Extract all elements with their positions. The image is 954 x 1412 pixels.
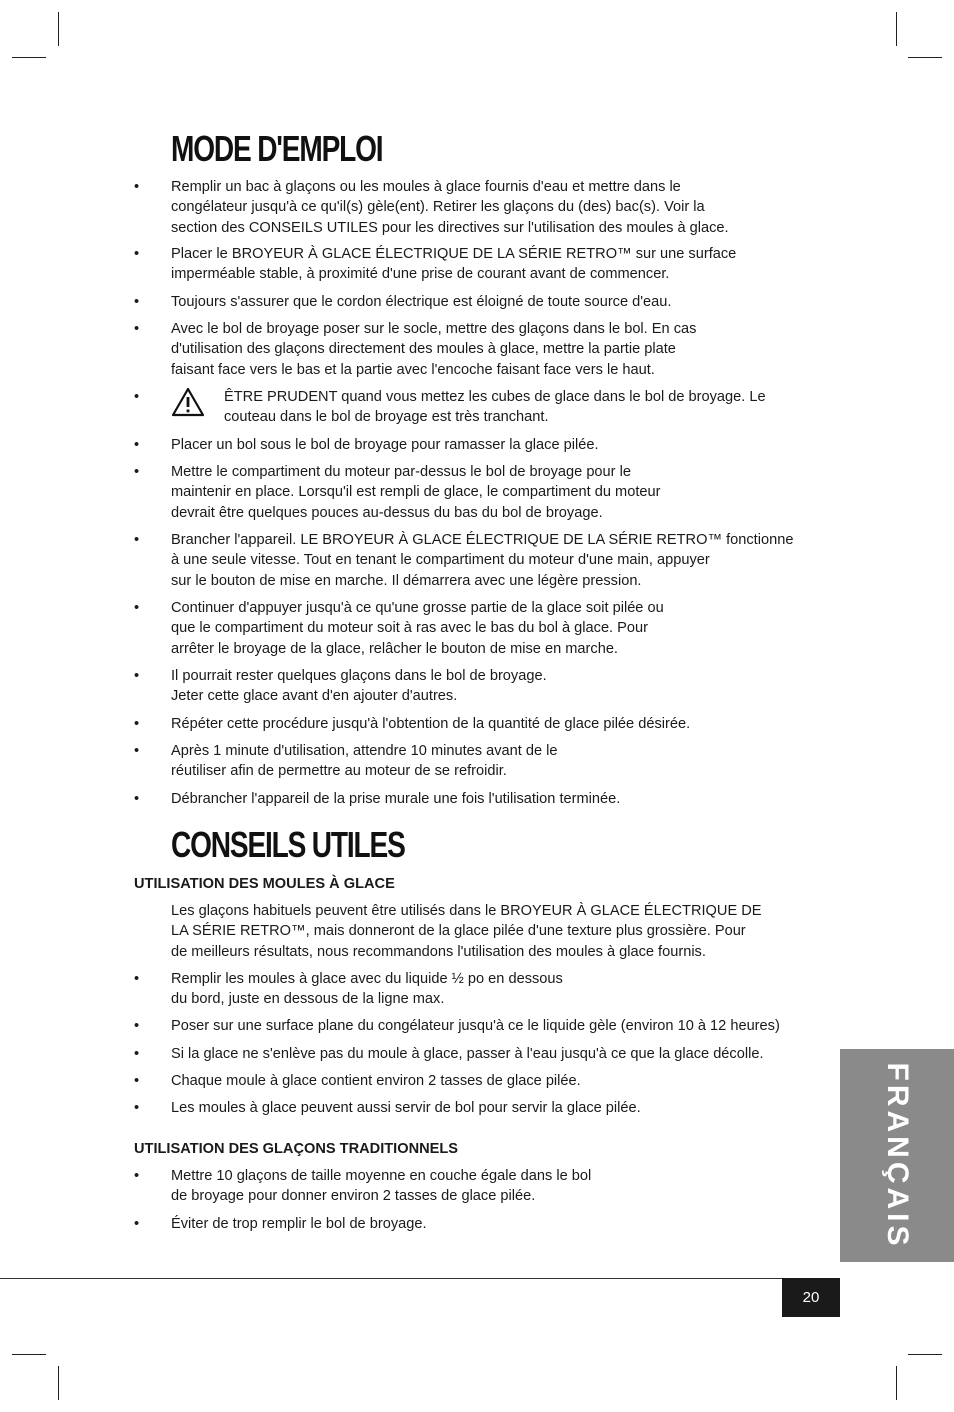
bullet: •	[134, 179, 140, 195]
bullet: •	[134, 600, 140, 616]
crop-mark	[896, 12, 897, 46]
list-item-text: Poser sur une surface plane du congélateur jusqu'à ce le liquide gèle (environ 10 à 12 heures)	[171, 1018, 780, 1034]
bullet: •	[134, 1168, 140, 1184]
subheading-glacons: UTILISATION DES GLAÇONS TRADITIONNELS	[134, 1141, 459, 1157]
crop-mark	[58, 1366, 59, 1400]
crop-mark	[12, 57, 46, 58]
list-item-text: Placer un bol sous le bol de broyage pour ramasser la glace pilée.	[171, 437, 599, 453]
list-item-text: sur le bouton de mise en marche. Il démarrera avec une légère pression.	[171, 572, 642, 589]
list-item-text: ÊTRE PRUDENT quand vous mettez les cubes de glace dans le bol de broyage. Le	[224, 389, 766, 405]
bullet: •	[134, 971, 140, 987]
list-item-text: faisant face vers le bas et la partie avec l'encoche faisant face vers le haut.	[171, 361, 655, 378]
list-item-text: Les moules à glace peuvent aussi servir de bol pour servir la glace pilée.	[171, 1100, 641, 1116]
list-item-text: réutiliser afin de permettre au moteur de se refroidir.	[171, 763, 507, 780]
paragraph-line: Les glaçons habituels peuvent être utilisés dans le BROYEUR À GLACE ÉLECTRIQUE DE	[171, 903, 762, 919]
bullet: •	[134, 743, 140, 759]
list-item-text: arrêter le broyage de la glace, relâcher le bouton de mise en marche.	[171, 640, 618, 657]
bullet: •	[134, 246, 140, 262]
list-item-text: Avec le bol de broyage poser sur le socle, mettre des glaçons dans le bol. En cas	[171, 321, 697, 337]
crop-mark	[58, 12, 59, 46]
bullet: •	[134, 294, 140, 310]
list-item-text: d'utilisation des glaçons directement des moules à glace, mettre la partie plate	[171, 341, 676, 358]
bullet: •	[134, 321, 140, 337]
list-item-text: Jeter cette glace avant d'en ajouter d'autres.	[171, 688, 458, 705]
section-title-mode-emploi: MODE D'EMPLOI	[171, 128, 383, 169]
list-item-text: Remplir les moules à glace avec du liquide ½ po en dessous	[171, 971, 563, 987]
list-item-text: congélateur jusqu'à ce qu'il(s) gèle(ent). Retirer les glaçons du (des) bac(s). Voir la	[171, 199, 705, 216]
bullet: •	[134, 464, 140, 480]
list-item-text: que le compartiment du moteur soit à ras avec le bas du bol à glace. Pour	[171, 620, 648, 637]
list-item-text: Si la glace ne s'enlève pas du moule à glace, passer à l'eau jusqu'à ce que la glace décolle.	[171, 1046, 764, 1062]
bullet: •	[134, 1046, 140, 1062]
list-item-text: Il pourrait rester quelques glaçons dans le bol de broyage.	[171, 668, 547, 684]
list-item-text: section des CONSEILS UTILES pour les directives sur l'utilisation des moules à glace.	[171, 219, 729, 236]
bullet: •	[134, 532, 140, 548]
list-item-text: maintenir en place. Lorsqu'il est rempli de glace, le compartiment du moteur	[171, 484, 661, 501]
list-item-text: Éviter de trop remplir le bol de broyage.	[171, 1216, 427, 1232]
bullet: •	[134, 437, 140, 453]
bullet: •	[134, 1073, 140, 1089]
language-tab-label: FRANÇAIS	[881, 1062, 914, 1249]
bullet: •	[134, 668, 140, 684]
list-item-text: du bord, juste en dessous de la ligne max.	[171, 991, 445, 1008]
intro-paragraph	[171, 901, 762, 962]
crop-mark	[12, 1354, 46, 1355]
crop-mark	[908, 57, 942, 58]
bullet: •	[134, 389, 140, 405]
language-tab	[840, 1049, 954, 1262]
list-item-text: à une seule vitesse. Tout en tenant le compartiment du moteur d'une main, appuyer	[171, 552, 710, 569]
list-item-text: devrait être quelques pouces au-dessus du bas du bol de broyage.	[171, 504, 603, 521]
list-item-text: imperméable stable, à proximité d'une prise de courant avant de commencer.	[171, 266, 670, 283]
list-item-text: Brancher l'appareil. LE BROYEUR À GLACE ÉLECTRIQUE DE LA SÉRIE RETRO™ fonctionne	[171, 532, 794, 548]
section-title-conseils-utiles: CONSEILS UTILES	[171, 824, 405, 865]
list-item-text: de broyage pour donner environ 2 tasses de glace pilée.	[171, 1188, 536, 1205]
bullet: •	[134, 791, 140, 807]
list-item-text: couteau dans le bol de broyage est très tranchant.	[224, 409, 549, 426]
list-item-text: Remplir un bac à glaçons ou les moules à glace fournis d'eau et mettre dans le	[171, 179, 681, 195]
list-item-text: Placer le BROYEUR À GLACE ÉLECTRIQUE DE LA SÉRIE RETRO™ sur une surface	[171, 246, 737, 262]
crop-mark	[908, 1354, 942, 1355]
list-item-text: Continuer d'appuyer jusqu'à ce qu'une grosse partie de la glace soit pilée ou	[171, 600, 664, 616]
list-item-text: Débrancher l'appareil de la prise murale une fois l'utilisation terminée.	[171, 791, 621, 807]
list-item-text: Répéter cette procédure jusqu'à l'obtention de la quantité de glace pilée désirée.	[171, 716, 691, 732]
page-number: 20	[782, 1278, 840, 1317]
crop-mark	[896, 1366, 897, 1400]
paragraph-line: LA SÉRIE RETRO™, mais donneront de la glace pilée d'une texture plus grossière. Pour	[171, 923, 746, 940]
warning-triangle-icon	[171, 387, 205, 423]
list-item-text: Mettre 10 glaçons de taille moyenne en couche égale dans le bol	[171, 1168, 592, 1184]
bullet: •	[134, 1018, 140, 1034]
bullet: •	[134, 1216, 140, 1232]
list-item-text: Toujours s'assurer que le cordon électrique est éloigné de toute source d'eau.	[171, 294, 672, 310]
bullet: •	[134, 716, 140, 732]
list-item-text: Chaque moule à glace contient environ 2 tasses de glace pilée.	[171, 1073, 581, 1089]
paragraph-line: de meilleurs résultats, nous recommandons l'utilisation des moules à glace fournis.	[171, 943, 706, 960]
list-item-text: Mettre le compartiment du moteur par-dessus le bol de broyage pour le	[171, 464, 631, 480]
footer-rule	[0, 1278, 840, 1279]
bullet: •	[134, 1100, 140, 1116]
subheading-moules: UTILISATION DES MOULES À GLACE	[134, 876, 395, 892]
list-item-text: Après 1 minute d'utilisation, attendre 10 minutes avant de le	[171, 743, 558, 759]
